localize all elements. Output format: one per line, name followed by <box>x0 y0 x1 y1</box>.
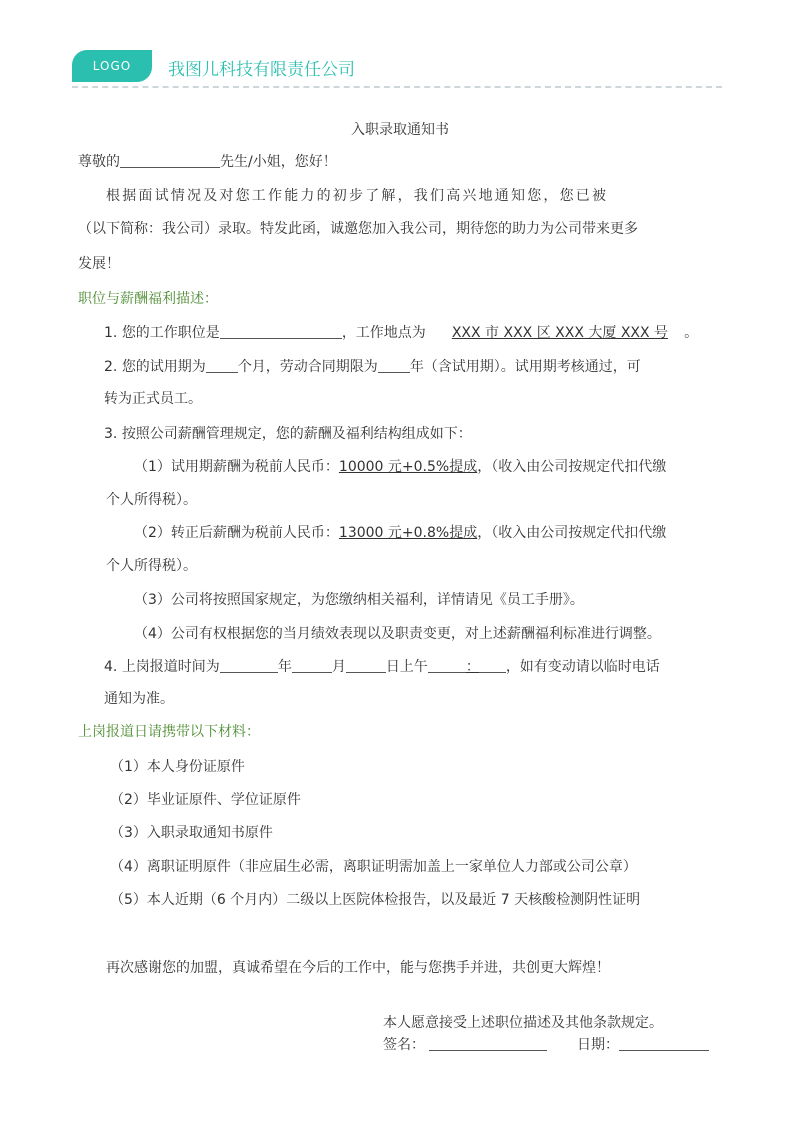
position-blank <box>220 322 342 339</box>
item-3 <box>104 424 472 444</box>
section-heading-compensation: 职位与薪酬福利描述： <box>78 291 218 307</box>
item-2 <box>104 356 641 377</box>
company-logo: LOGO <box>72 50 152 82</box>
item-4-text-a: 上岗报道时间为 <box>121 659 220 675</box>
item-1-text-b: ，工作地点为 <box>341 325 426 341</box>
item-2-text-b: 个月，劳动合同期限为 <box>237 359 378 375</box>
item-4-end: ，如有变动请以临时电话 <box>505 659 660 675</box>
list-item: （4）离职证明原件（非应届生必需，离职证明需加盖上一家单位人力部或公司公章） <box>110 859 637 875</box>
salary-probation-line-2: 个人所得税）。 <box>106 492 197 508</box>
acceptance-statement: 本人愿意接受上述职位描述及其他条款规定。 <box>383 1015 663 1031</box>
item-4-line-2: 通知为准。 <box>104 691 174 707</box>
item-2-line-2: 转为正式员工。 <box>104 391 202 407</box>
closing-remark: 再次感谢您的加盟，真诚希望在今后的工作中，能与您携手并进，共创更大辉煌！ <box>106 960 610 976</box>
item-1-end: 。 <box>684 325 699 341</box>
salary-probation-amount: 10000 元+0.5%提成 <box>338 459 478 475</box>
item-1 <box>104 322 698 343</box>
report-day-blank <box>346 656 386 673</box>
list-item: （1）本人身份证原件 <box>110 759 245 775</box>
item-2-text-a: 您的试用期为 <box>121 359 206 375</box>
work-address: XXX 市 XXX 区 XXX 大厦 XXX 号 <box>451 325 669 341</box>
list-item: （2）毕业证原件、学位证原件 <box>110 792 301 808</box>
item-4-number: 4. <box>104 659 118 675</box>
greeting <box>78 151 337 172</box>
probation-months-blank <box>206 356 238 373</box>
signature-row <box>383 1034 709 1055</box>
salary-probation-note: ，（收入由公司按规定代扣代缴 <box>477 459 667 475</box>
report-hour-blank <box>428 656 466 673</box>
item-4-year: 年 <box>277 659 292 675</box>
salary-regular <box>134 523 666 543</box>
list-item: （5）本人近期（6 个月内）二级以上医院体检报告，以及最近 7 天核酸检测阴性证明 <box>110 892 641 908</box>
item-4-month: 月 <box>331 659 346 675</box>
intro-line-3: 发展！ <box>78 256 120 272</box>
report-year-blank <box>220 656 278 673</box>
document-title: 入职录取通知书 <box>351 122 449 138</box>
salary-regular-amount: 13000 元+0.8%提成 <box>338 525 478 541</box>
salary-regular-label: （2）转正后薪酬为税前人民币： <box>134 525 339 541</box>
section-heading-materials: 上岗报道日请携带以下材料： <box>78 724 260 740</box>
signature-label: 签名： <box>383 1037 425 1053</box>
salary-regular-line-2: 个人所得税）。 <box>106 558 197 574</box>
item-2-text-c: 年（含试用期）。试用期考核通过，可 <box>409 359 641 375</box>
salary-probation <box>134 457 666 477</box>
header-divider <box>72 86 722 88</box>
time-colon: ： <box>465 659 480 675</box>
benefit-note-3: （3）公司将按照国家规定，为您缴纳相关福利，详情请见《员工手册》。 <box>134 592 584 608</box>
item-4 <box>104 656 660 677</box>
benefit-note-4: （4）公司有权根据您的当月绩效表现以及职责变更，对上述薪酬福利标准进行调整。 <box>134 626 661 642</box>
intro-line-1: 根据面试情况及对您工作能力的初步了解，我们高兴地通知您，您已被 <box>106 188 609 204</box>
report-month-blank <box>292 656 332 673</box>
item-3-number: 3. <box>104 426 118 442</box>
greeting-prefix: 尊敬的 <box>78 154 120 170</box>
greeting-suffix: 先生/小姐，您好！ <box>220 154 337 170</box>
item-1-text-a: 您的工作职位是 <box>121 325 220 341</box>
candidate-name-blank <box>120 151 220 168</box>
item-4-day: 日上午 <box>385 659 428 675</box>
date-label: 日期： <box>577 1037 619 1053</box>
item-2-number: 2. <box>104 359 118 375</box>
intro-line-2: （以下简称：我公司）录取。特发此函，诚邀您加入我公司，期待您的助力为公司带来更多 <box>78 221 638 237</box>
list-item: （3）入职录取通知书原件 <box>110 825 273 841</box>
salary-regular-note: ，（收入由公司按规定代扣代缴 <box>477 525 667 541</box>
item-3-text: 按照公司薪酬管理规定，您的薪酬及福利结构组成如下： <box>121 426 472 442</box>
company-name: 我图儿科技有限责任公司 <box>168 60 355 80</box>
item-1-number: 1. <box>104 325 118 341</box>
contract-years-blank <box>378 356 410 373</box>
signature-blank <box>429 1034 547 1051</box>
date-blank <box>619 1034 709 1051</box>
report-minute-blank <box>480 656 506 673</box>
salary-probation-label: （1）试用期薪酬为税前人民币： <box>134 459 339 475</box>
